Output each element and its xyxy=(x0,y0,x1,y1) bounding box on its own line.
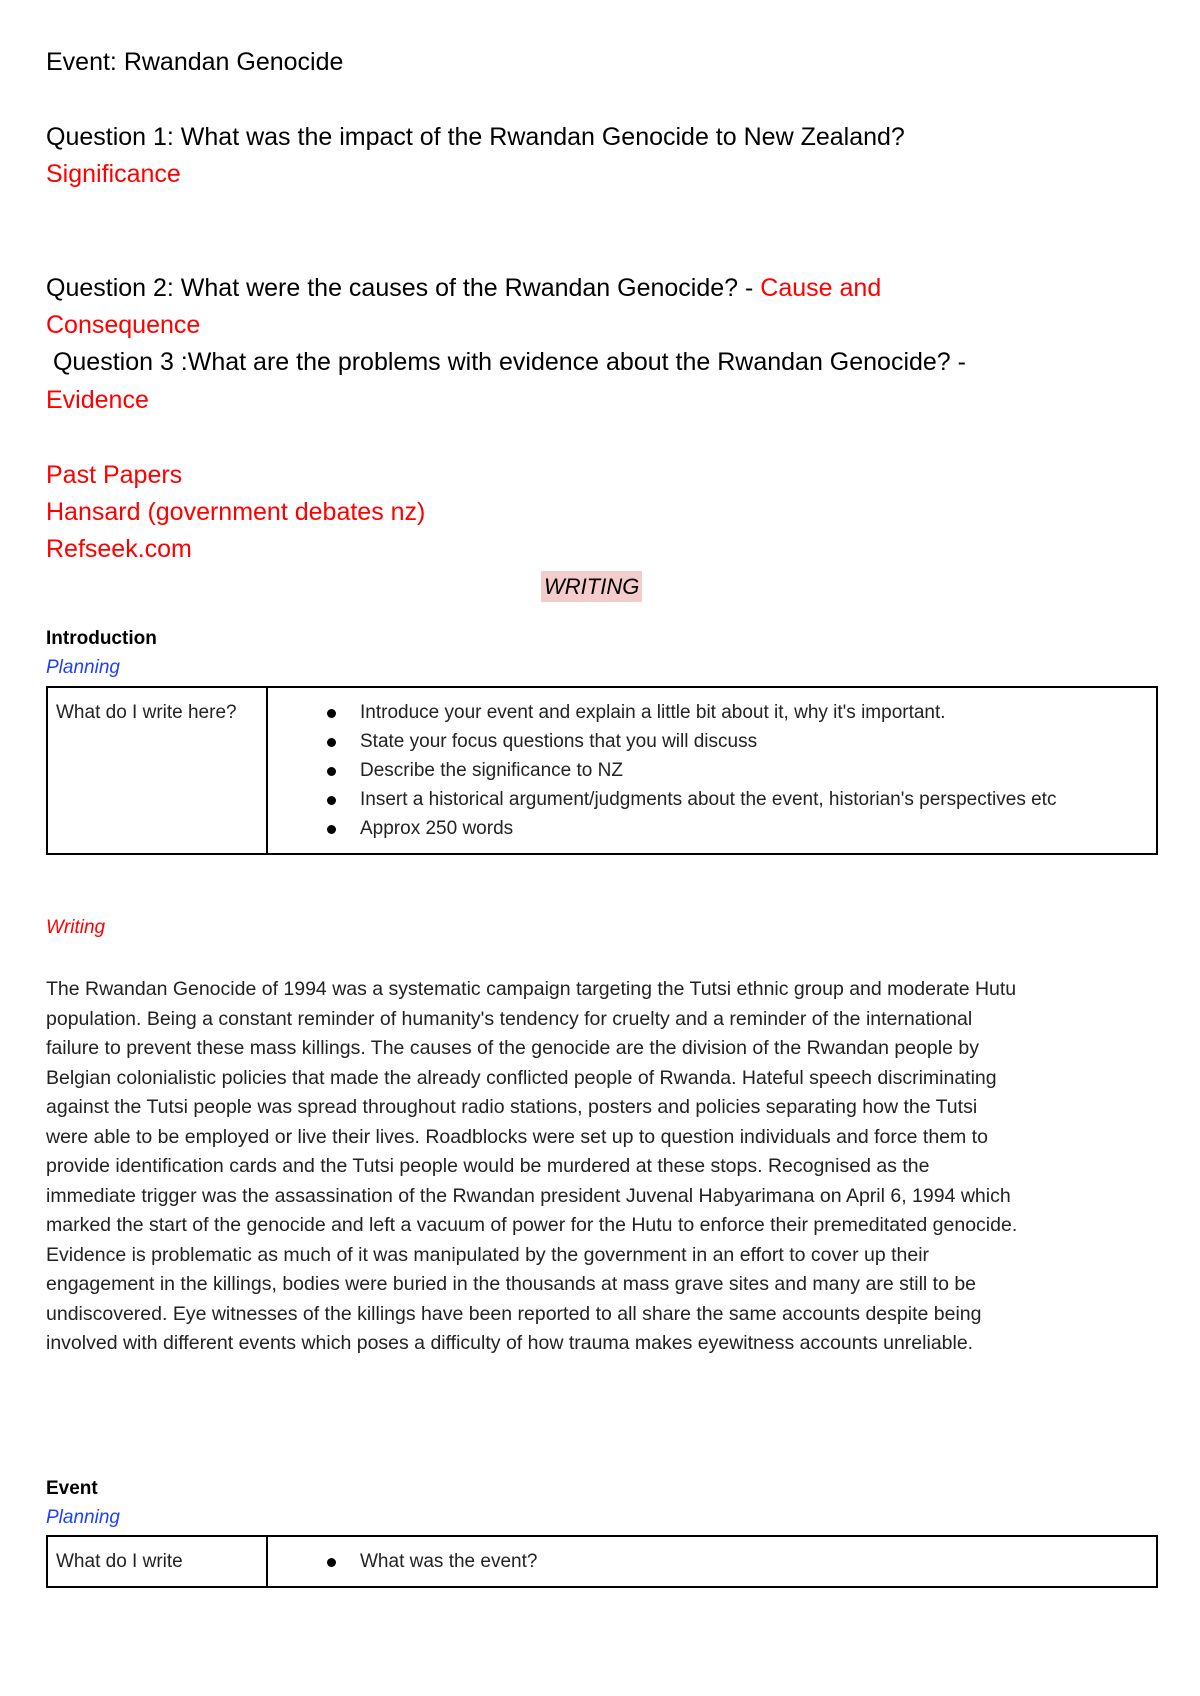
event-heading: Event xyxy=(46,1478,98,1499)
question-3: Question 3 :What are the problems with evidence about the Rwandan Genocide? - xyxy=(46,348,966,376)
event-table-label: What do I write xyxy=(47,1536,267,1587)
intro-bullet-5: Approx 250 words xyxy=(360,814,1148,843)
paragraph-line: involved with different events which poses a difficulty of how trauma makes eyewitness accounts unreliable. xyxy=(46,1332,974,1354)
event-title: Event: Rwandan Genocide xyxy=(46,48,344,76)
intro-table-bullets-cell xyxy=(267,687,1157,854)
intro-bullet-2: State your focus questions that you will discuss xyxy=(360,727,1148,756)
paragraph-line: engagement in the killings, bodies were buried in the thousands at mass grave sites and many are still to be xyxy=(46,1273,977,1295)
paragraph-line: The Rwandan Genocide of 1994 was a systematic campaign targeting the Tutsi ethnic group and moderate Hutu xyxy=(46,978,1017,1000)
question-2-text: Question 2: What were the causes of the Rwandan Genocide? - xyxy=(46,274,761,302)
intro-table-label: What do I write here? xyxy=(47,687,267,854)
question-1-tag: Significance xyxy=(46,160,181,188)
intro-bullet-1: Introduce your event and explain a little bit about it, why it's important. xyxy=(360,698,1148,727)
event-table-bullets-cell xyxy=(267,1536,1157,1587)
intro-bullet-3: Describe the significance to NZ xyxy=(360,756,1148,785)
question-2-tag: Cause and xyxy=(760,274,882,302)
paragraph-line: Belgian colonialistic policies that made the already conflicted people of Rwanda. Hateful speech discriminating xyxy=(46,1066,997,1089)
paragraph-line: provide identification cards and the Tutsi people would be murdered at these stops. Recognised as the xyxy=(46,1155,930,1177)
intro-bullet-list xyxy=(276,698,1148,843)
intro-planning-table xyxy=(46,686,1158,855)
resource-hansard: Hansard (government debates nz) xyxy=(46,498,426,526)
paragraph-line: undiscovered. Eye witnesses of the killings have been reported to all share the same accounts despite being xyxy=(46,1302,982,1325)
event-bullet-list xyxy=(276,1547,1148,1576)
resource-refseek: Refseek.com xyxy=(46,535,192,563)
paragraph-line: failure to prevent these mass killings. The causes of the genocide are the division of the Rwandan people by xyxy=(46,1037,979,1059)
question-1: Question 1: What was the impact of the Rwandan Genocide to New Zealand? xyxy=(46,123,905,151)
paragraph-line: marked the start of the genocide and left a vacuum of power for the Hutu to enforce their premeditated genocide. xyxy=(46,1214,1018,1236)
intro-bullet-4: Insert a historical argument/judgments about the event, historian's perspectives etc xyxy=(360,785,1148,814)
paragraph-line: against the Tutsi people was spread throughout radio stations, posters and policies separating how the Tutsi xyxy=(46,1096,978,1118)
question-2 xyxy=(46,270,881,307)
paragraph-line: were able to be employed or live their lives. Roadblocks were set up to question individuals and force them to xyxy=(46,1125,988,1148)
intro-writing-label: Writing xyxy=(46,917,106,938)
event-planning-table xyxy=(46,1535,1158,1588)
resource-past-papers: Past Papers xyxy=(46,461,183,489)
paragraph-line: immediate trigger was the assassination of the Rwandan president Juvenal Habyarimana on April 6, 1994 which xyxy=(46,1184,1011,1207)
event-planning-label: Planning xyxy=(46,1507,120,1528)
intro-heading: Introduction xyxy=(46,628,157,649)
question-3-tag: Evidence xyxy=(46,386,149,414)
question-2-tag-cont: Consequence xyxy=(46,311,201,339)
paragraph-line: population. Being a constant reminder of humanity's tendency for cruelty and a reminder of the international xyxy=(46,1007,973,1030)
intro-planning-label: Planning xyxy=(46,657,120,678)
event-bullet-1: What was the event? xyxy=(360,1547,1148,1576)
intro-paragraph xyxy=(46,975,1166,1359)
paragraph-line: Evidence is problematic as much of it was manipulated by the government in an effort to cover up their xyxy=(46,1243,930,1266)
writing-heading: WRITING xyxy=(541,571,642,602)
